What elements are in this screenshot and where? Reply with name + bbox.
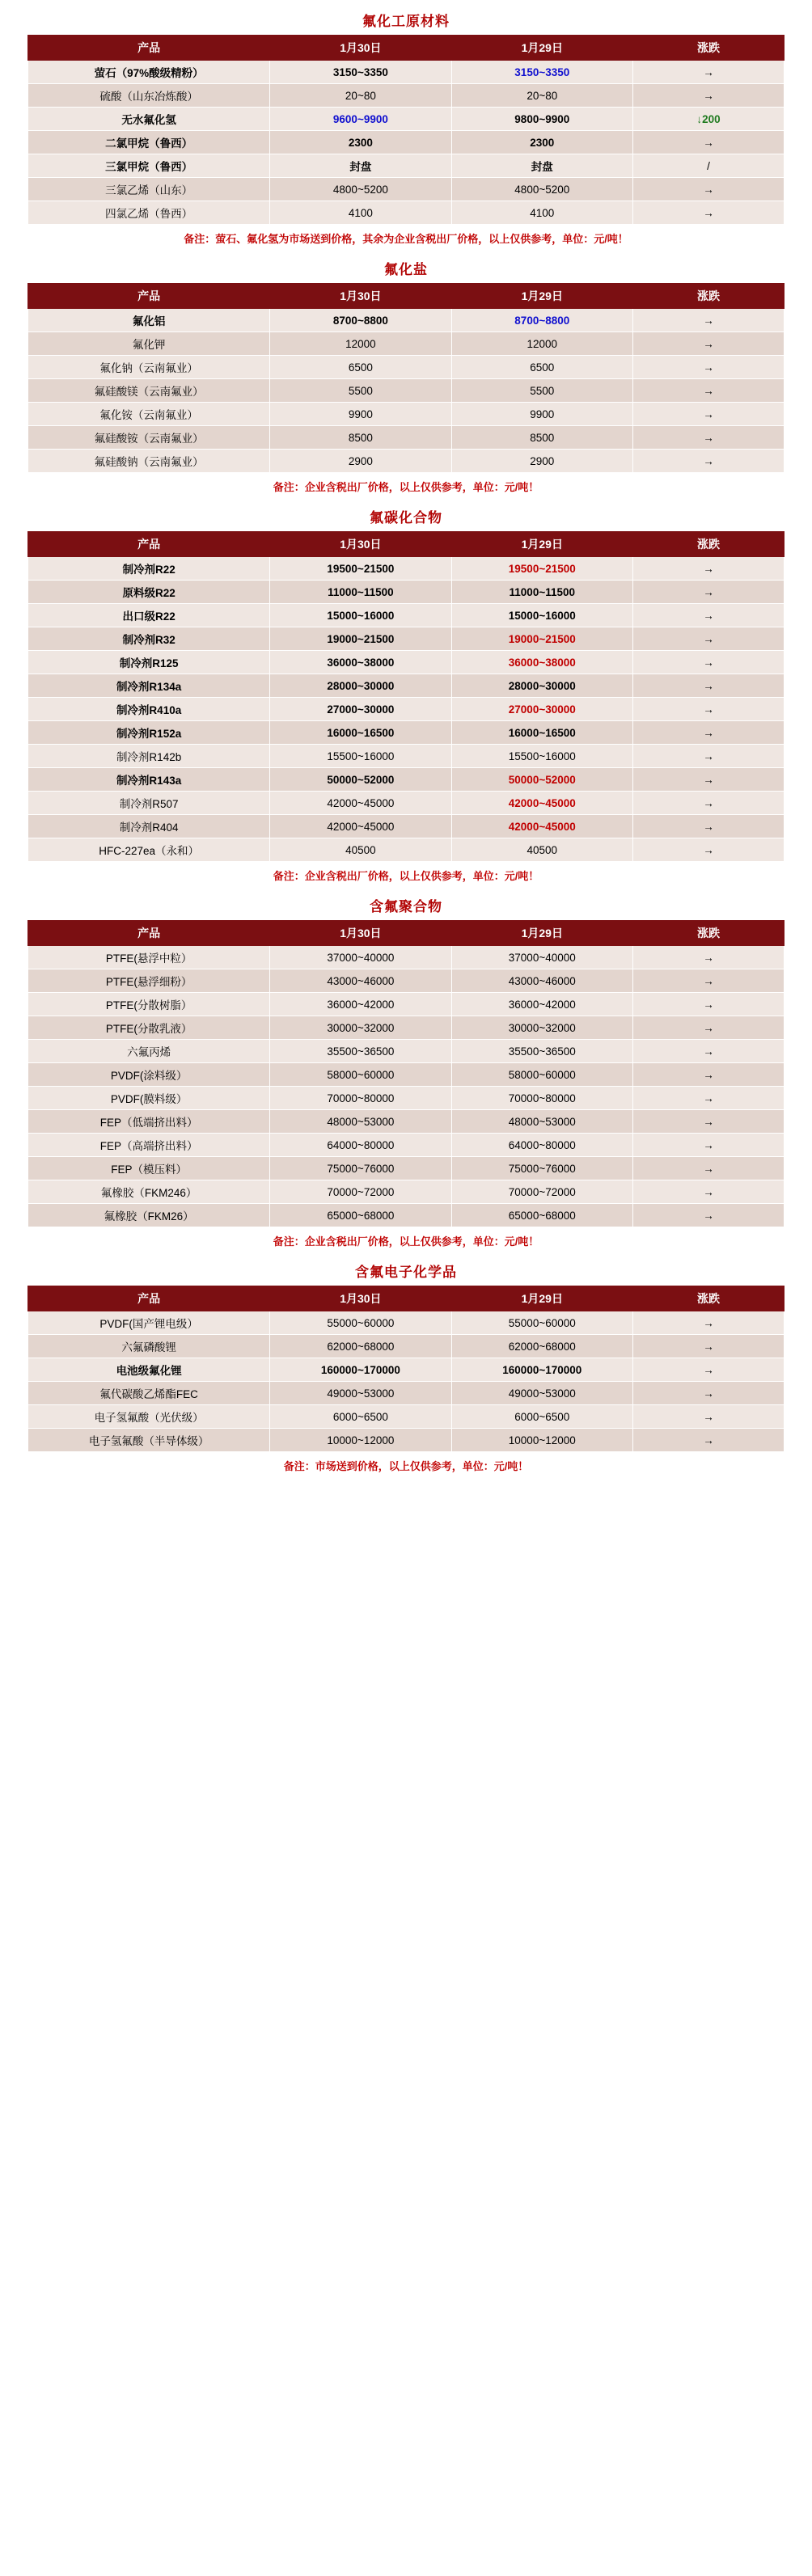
change-cell: → — [632, 604, 784, 627]
change-cell: → — [632, 721, 784, 745]
product-name-cell: 三氯甲烷（鲁西） — [28, 154, 270, 178]
table-row — [28, 1335, 785, 1358]
product-name-cell: 原料级R22 — [28, 581, 270, 604]
product-name-cell: 电池级氟化锂 — [28, 1358, 270, 1382]
price-today-cell: 8500 — [270, 426, 451, 450]
price-section — [0, 501, 812, 890]
column-header: 1月30日 — [270, 921, 451, 946]
column-header: 涨跌 — [632, 36, 784, 61]
product-name-cell: PVDF(膜料级） — [28, 1087, 270, 1110]
product-name-cell: 制冷剂R22 — [28, 557, 270, 581]
price-today-cell: 19000~21500 — [270, 627, 451, 651]
price-today-cell: 2300 — [270, 131, 451, 154]
price-yesterday-cell: 12000 — [451, 332, 632, 356]
product-name-cell: 氟化铵（云南氟业） — [28, 403, 270, 426]
product-name-cell: 二氯甲烷（鲁西） — [28, 131, 270, 154]
section-note: 备注：企业含税出厂价格，以上仅供参考，单位：元/吨！ — [273, 1235, 539, 1248]
change-cell: → — [632, 674, 784, 698]
change-cell: → — [632, 403, 784, 426]
change-cell: → — [632, 581, 784, 604]
table-row — [28, 969, 785, 993]
product-name-cell: 制冷剂R507 — [28, 792, 270, 815]
table-row — [28, 651, 785, 674]
column-header: 产品 — [28, 921, 270, 946]
price-yesterday-cell: 50000~52000 — [451, 768, 632, 792]
change-cell: → — [632, 1358, 784, 1382]
price-today-cell: 10000~12000 — [270, 1429, 451, 1452]
price-today-cell: 64000~80000 — [270, 1134, 451, 1157]
table-row — [28, 604, 785, 627]
column-header: 涨跌 — [632, 1286, 784, 1311]
table-row — [28, 815, 785, 838]
table-row — [28, 946, 785, 969]
price-today-cell: 43000~46000 — [270, 969, 451, 993]
table-row — [28, 426, 785, 450]
product-name-cell: 制冷剂R152a — [28, 721, 270, 745]
product-name-cell: FEP（低端挤出料） — [28, 1110, 270, 1134]
change-cell: → — [632, 1335, 784, 1358]
price-today-cell: 75000~76000 — [270, 1157, 451, 1180]
change-cell: → — [632, 627, 784, 651]
price-today-cell: 30000~32000 — [270, 1016, 451, 1040]
product-name-cell: 六氟丙烯 — [28, 1040, 270, 1063]
price-yesterday-cell: 3150~3350 — [451, 61, 632, 84]
price-yesterday-cell: 10000~12000 — [451, 1429, 632, 1452]
table-header-row — [28, 36, 785, 61]
section-title: 含氟电子化学品 — [355, 1265, 457, 1280]
price-today-cell: 42000~45000 — [270, 792, 451, 815]
column-header: 产品 — [28, 1286, 270, 1311]
sections-container — [0, 5, 812, 1480]
price-table — [27, 1286, 785, 1452]
product-name-cell: 三氯乙烯（山东） — [28, 178, 270, 201]
price-section — [0, 5, 812, 253]
price-yesterday-cell: 27000~30000 — [451, 698, 632, 721]
price-today-cell: 11000~11500 — [270, 581, 451, 604]
price-today-cell: 40500 — [270, 838, 451, 862]
price-today-cell: 35500~36500 — [270, 1040, 451, 1063]
change-cell: → — [632, 815, 784, 838]
table-row — [28, 1204, 785, 1227]
change-cell: → — [632, 84, 784, 108]
price-yesterday-cell: 30000~32000 — [451, 1016, 632, 1040]
table-row — [28, 1157, 785, 1180]
price-today-cell: 55000~60000 — [270, 1311, 451, 1335]
price-section — [0, 253, 812, 501]
price-today-cell: 49000~53000 — [270, 1382, 451, 1405]
section-title: 氟碳化合物 — [370, 510, 442, 526]
change-cell: → — [632, 450, 784, 473]
change-cell: → — [632, 993, 784, 1016]
table-row — [28, 1180, 785, 1204]
section-title: 含氟聚合物 — [370, 899, 442, 914]
price-yesterday-cell: 75000~76000 — [451, 1157, 632, 1180]
price-today-cell: 8700~8800 — [270, 309, 451, 332]
column-header: 1月30日 — [270, 532, 451, 557]
product-name-cell: 无水氟化氢 — [28, 108, 270, 131]
price-today-cell: 6500 — [270, 356, 451, 379]
price-yesterday-cell: 43000~46000 — [451, 969, 632, 993]
table-row — [28, 403, 785, 426]
price-today-cell: 15000~16000 — [270, 604, 451, 627]
change-cell: → — [632, 61, 784, 84]
section-note: 备注：市场送到价格，以上仅供参考，单位：元/吨！ — [283, 1460, 529, 1472]
product-name-cell: 萤石（97%酸级精粉） — [28, 61, 270, 84]
price-yesterday-cell: 70000~80000 — [451, 1087, 632, 1110]
table-row — [28, 1429, 785, 1452]
price-yesterday-cell: 8500 — [451, 426, 632, 450]
column-header: 涨跌 — [632, 921, 784, 946]
price-today-cell: 28000~30000 — [270, 674, 451, 698]
product-name-cell: 出口级R22 — [28, 604, 270, 627]
table-row — [28, 768, 785, 792]
product-name-cell: 制冷剂R134a — [28, 674, 270, 698]
change-cell: ↓200 — [632, 108, 784, 131]
price-yesterday-cell: 9900 — [451, 403, 632, 426]
table-row — [28, 356, 785, 379]
section-title: 氟化工原材料 — [362, 14, 450, 29]
table-row — [28, 1016, 785, 1040]
price-today-cell: 20~80 — [270, 84, 451, 108]
change-cell: → — [632, 201, 784, 225]
product-name-cell: PTFE(分散树脂） — [28, 993, 270, 1016]
price-table — [27, 920, 785, 1227]
product-name-cell: 氟硅酸钠（云南氟业） — [28, 450, 270, 473]
column-header: 1月29日 — [451, 921, 632, 946]
product-name-cell: 制冷剂R142b — [28, 745, 270, 768]
table-row — [28, 674, 785, 698]
change-cell: → — [632, 379, 784, 403]
change-cell: / — [632, 154, 784, 178]
price-yesterday-cell: 5500 — [451, 379, 632, 403]
price-yesterday-cell: 65000~68000 — [451, 1204, 632, 1227]
table-row — [28, 721, 785, 745]
change-cell: → — [632, 1204, 784, 1227]
column-header: 1月29日 — [451, 284, 632, 309]
change-cell: → — [632, 698, 784, 721]
change-cell: → — [632, 651, 784, 674]
change-cell: → — [632, 1311, 784, 1335]
table-row — [28, 108, 785, 131]
table-row — [28, 379, 785, 403]
price-yesterday-cell: 58000~60000 — [451, 1063, 632, 1087]
table-row — [28, 154, 785, 178]
price-today-cell: 48000~53000 — [270, 1110, 451, 1134]
price-today-cell: 19500~21500 — [270, 557, 451, 581]
price-yesterday-cell: 40500 — [451, 838, 632, 862]
price-today-cell: 37000~40000 — [270, 946, 451, 969]
price-today-cell: 4800~5200 — [270, 178, 451, 201]
column-header: 产品 — [28, 284, 270, 309]
table-row — [28, 332, 785, 356]
section-title: 氟化盐 — [384, 262, 428, 277]
product-name-cell: 制冷剂R404 — [28, 815, 270, 838]
column-header: 1月29日 — [451, 532, 632, 557]
product-name-cell: 电子氢氟酸（半导体级） — [28, 1429, 270, 1452]
table-row — [28, 838, 785, 862]
price-today-cell: 5500 — [270, 379, 451, 403]
price-table — [27, 531, 785, 862]
product-name-cell: 氟化铝 — [28, 309, 270, 332]
product-name-cell: 电子氢氟酸（光伏级） — [28, 1405, 270, 1429]
price-today-cell: 2900 — [270, 450, 451, 473]
change-cell: → — [632, 332, 784, 356]
change-cell: → — [632, 792, 784, 815]
price-today-cell: 160000~170000 — [270, 1358, 451, 1382]
price-yesterday-cell: 15500~16000 — [451, 745, 632, 768]
table-row — [28, 61, 785, 84]
product-name-cell: 制冷剂R125 — [28, 651, 270, 674]
price-yesterday-cell: 6000~6500 — [451, 1405, 632, 1429]
product-name-cell: PTFE(悬浮细粉） — [28, 969, 270, 993]
column-header: 涨跌 — [632, 284, 784, 309]
product-name-cell: PVDF(国产锂电级） — [28, 1311, 270, 1335]
column-header: 1月29日 — [451, 1286, 632, 1311]
price-today-cell: 6000~6500 — [270, 1405, 451, 1429]
price-today-cell: 15500~16000 — [270, 745, 451, 768]
change-cell: → — [632, 768, 784, 792]
column-header: 1月30日 — [270, 284, 451, 309]
table-row — [28, 1063, 785, 1087]
product-name-cell: PVDF(涂料级） — [28, 1063, 270, 1087]
product-name-cell: 氟橡胶（FKM26） — [28, 1204, 270, 1227]
product-name-cell: 四氯乙烯（鲁西） — [28, 201, 270, 225]
table-row — [28, 1040, 785, 1063]
product-name-cell: 制冷剂R32 — [28, 627, 270, 651]
change-cell: → — [632, 745, 784, 768]
change-cell: → — [632, 1405, 784, 1429]
change-cell: → — [632, 1382, 784, 1405]
product-name-cell: PTFE(悬浮中粒） — [28, 946, 270, 969]
price-yesterday-cell: 4100 — [451, 201, 632, 225]
price-yesterday-cell: 15000~16000 — [451, 604, 632, 627]
change-cell: → — [632, 356, 784, 379]
change-cell: → — [632, 1134, 784, 1157]
table-row — [28, 1311, 785, 1335]
table-header-row — [28, 532, 785, 557]
price-yesterday-cell: 42000~45000 — [451, 792, 632, 815]
product-name-cell: 硫酸（山东冶炼酸） — [28, 84, 270, 108]
table-row — [28, 1405, 785, 1429]
change-cell: → — [632, 946, 784, 969]
price-yesterday-cell: 4800~5200 — [451, 178, 632, 201]
change-cell: → — [632, 1180, 784, 1204]
price-today-cell: 12000 — [270, 332, 451, 356]
price-yesterday-cell: 64000~80000 — [451, 1134, 632, 1157]
price-yesterday-cell: 28000~30000 — [451, 674, 632, 698]
price-yesterday-cell: 2300 — [451, 131, 632, 154]
price-today-cell: 27000~30000 — [270, 698, 451, 721]
change-cell: → — [632, 1429, 784, 1452]
table-row — [28, 581, 785, 604]
change-cell: → — [632, 557, 784, 581]
price-yesterday-cell: 19500~21500 — [451, 557, 632, 581]
change-cell: → — [632, 1087, 784, 1110]
price-today-cell: 36000~38000 — [270, 651, 451, 674]
product-name-cell: FEP（高端挤出料） — [28, 1134, 270, 1157]
price-yesterday-cell: 42000~45000 — [451, 815, 632, 838]
table-row — [28, 745, 785, 768]
change-cell: → — [632, 1063, 784, 1087]
product-name-cell: PTFE(分散乳液） — [28, 1016, 270, 1040]
price-today-cell: 9600~9900 — [270, 108, 451, 131]
price-today-cell: 16000~16500 — [270, 721, 451, 745]
table-row — [28, 557, 785, 581]
column-header: 产品 — [28, 36, 270, 61]
table-row — [28, 131, 785, 154]
price-today-cell: 4100 — [270, 201, 451, 225]
table-row — [28, 1110, 785, 1134]
table-row — [28, 627, 785, 651]
product-name-cell: 氟化钠（云南氟业） — [28, 356, 270, 379]
price-yesterday-cell: 19000~21500 — [451, 627, 632, 651]
price-today-cell: 9900 — [270, 403, 451, 426]
price-yesterday-cell: 35500~36500 — [451, 1040, 632, 1063]
change-cell: → — [632, 838, 784, 862]
table-row — [28, 450, 785, 473]
table-row — [28, 1087, 785, 1110]
price-yesterday-cell: 37000~40000 — [451, 946, 632, 969]
change-cell: → — [632, 969, 784, 993]
change-cell: → — [632, 1157, 784, 1180]
product-name-cell: 氟硅酸铵（云南氟业） — [28, 426, 270, 450]
price-yesterday-cell: 封盘 — [451, 154, 632, 178]
table-row — [28, 309, 785, 332]
price-yesterday-cell: 70000~72000 — [451, 1180, 632, 1204]
price-yesterday-cell: 6500 — [451, 356, 632, 379]
price-yesterday-cell: 9800~9900 — [451, 108, 632, 131]
price-today-cell: 65000~68000 — [270, 1204, 451, 1227]
price-yesterday-cell: 20~80 — [451, 84, 632, 108]
price-today-cell: 62000~68000 — [270, 1335, 451, 1358]
price-section — [0, 890, 812, 1256]
change-cell: → — [632, 1040, 784, 1063]
product-name-cell: 制冷剂R410a — [28, 698, 270, 721]
price-yesterday-cell: 62000~68000 — [451, 1335, 632, 1358]
price-yesterday-cell: 8700~8800 — [451, 309, 632, 332]
price-today-cell: 70000~80000 — [270, 1087, 451, 1110]
price-yesterday-cell: 49000~53000 — [451, 1382, 632, 1405]
price-today-cell: 42000~45000 — [270, 815, 451, 838]
table-row — [28, 1382, 785, 1405]
product-name-cell: FEP（模压料） — [28, 1157, 270, 1180]
product-name-cell: 氟代碳酸乙烯酯FEC — [28, 1382, 270, 1405]
product-name-cell: HFC-227ea（永和） — [28, 838, 270, 862]
price-today-cell: 3150~3350 — [270, 61, 451, 84]
table-header-row — [28, 921, 785, 946]
column-header: 1月29日 — [451, 36, 632, 61]
price-yesterday-cell: 36000~38000 — [451, 651, 632, 674]
change-cell: → — [632, 1016, 784, 1040]
change-cell: → — [632, 309, 784, 332]
table-row — [28, 698, 785, 721]
price-yesterday-cell: 48000~53000 — [451, 1110, 632, 1134]
price-yesterday-cell: 2900 — [451, 450, 632, 473]
change-cell: → — [632, 178, 784, 201]
product-name-cell: 六氟磷酸锂 — [28, 1335, 270, 1358]
change-cell: → — [632, 1110, 784, 1134]
price-today-cell: 70000~72000 — [270, 1180, 451, 1204]
table-row — [28, 178, 785, 201]
table-row — [28, 993, 785, 1016]
price-today-cell: 50000~52000 — [270, 768, 451, 792]
section-note: 备注：企业含税出厂价格，以上仅供参考，单位：元/吨！ — [273, 481, 539, 493]
price-today-cell: 36000~42000 — [270, 993, 451, 1016]
product-name-cell: 制冷剂R143a — [28, 768, 270, 792]
change-cell: → — [632, 131, 784, 154]
column-header: 涨跌 — [632, 532, 784, 557]
price-yesterday-cell: 55000~60000 — [451, 1311, 632, 1335]
table-header-row — [28, 284, 785, 309]
column-header: 1月30日 — [270, 36, 451, 61]
table-row — [28, 1358, 785, 1382]
table-row — [28, 1134, 785, 1157]
price-section — [0, 1256, 812, 1480]
price-yesterday-cell: 160000~170000 — [451, 1358, 632, 1382]
product-name-cell: 氟硅酸镁（云南氟业） — [28, 379, 270, 403]
column-header: 产品 — [28, 532, 270, 557]
price-today-cell: 58000~60000 — [270, 1063, 451, 1087]
price-yesterday-cell: 16000~16500 — [451, 721, 632, 745]
price-yesterday-cell: 11000~11500 — [451, 581, 632, 604]
section-note: 备注：萤石、氟化氢为市场送到价格，其余为企业含税出厂价格，以上仅供参考，单位：元/吨！ — [184, 233, 628, 245]
product-name-cell: 氟化钾 — [28, 332, 270, 356]
table-row — [28, 201, 785, 225]
product-name-cell: 氟橡胶（FKM246） — [28, 1180, 270, 1204]
price-today-cell: 封盘 — [270, 154, 451, 178]
table-row — [28, 84, 785, 108]
table-header-row — [28, 1286, 785, 1311]
change-cell: → — [632, 426, 784, 450]
price-table — [27, 35, 785, 225]
column-header: 1月30日 — [270, 1286, 451, 1311]
table-row — [28, 792, 785, 815]
section-note: 备注：企业含税出厂价格，以上仅供参考，单位：元/吨！ — [273, 870, 539, 882]
price-table — [27, 283, 785, 473]
price-yesterday-cell: 36000~42000 — [451, 993, 632, 1016]
